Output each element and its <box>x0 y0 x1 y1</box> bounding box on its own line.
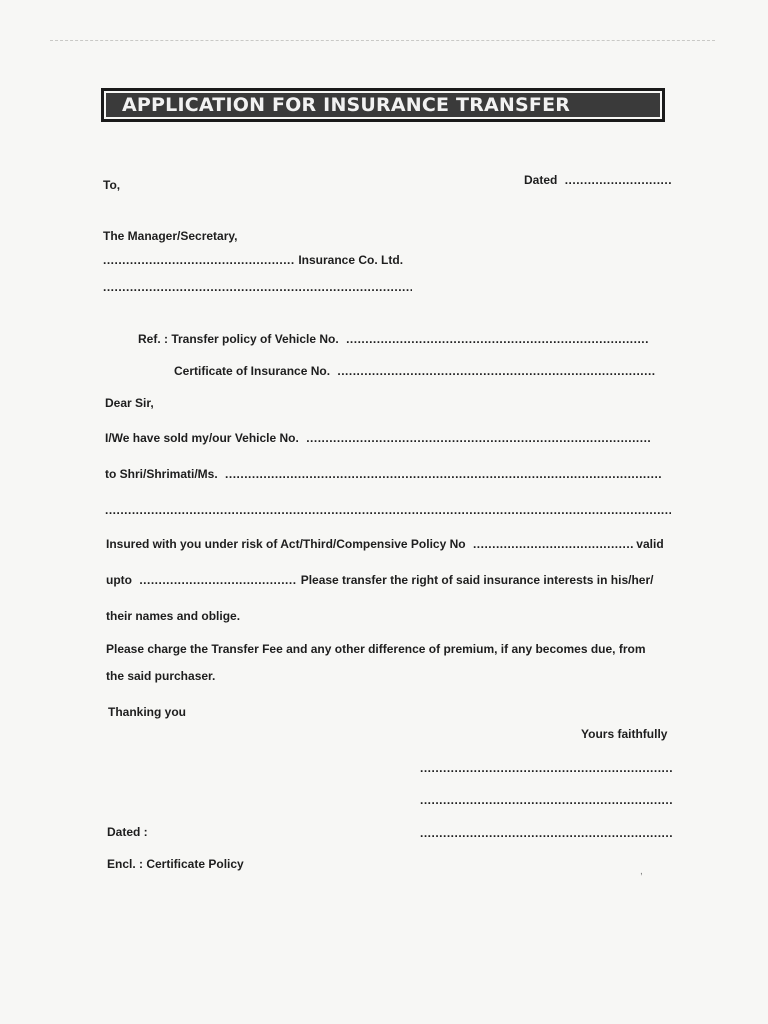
charge-text-line2: the said purchaser. <box>106 669 216 683</box>
salutation: Dear Sir, <box>105 396 154 410</box>
upto-line <box>106 572 653 588</box>
ref-line <box>138 331 649 347</box>
name-field[interactable] <box>420 792 672 808</box>
insured-line <box>106 536 664 552</box>
purchaser-extra-line <box>105 502 671 518</box>
enclosure-text: Encl. : Certificate Policy <box>107 857 244 871</box>
sold-vehicle-field[interactable] <box>306 430 651 446</box>
ref-label: Ref. : Transfer policy of Vehicle No. <box>138 332 339 346</box>
to-label: To, <box>103 178 121 192</box>
signature-line-1 <box>420 760 672 776</box>
address-line <box>103 279 412 295</box>
upto-date-field[interactable] <box>139 572 297 588</box>
upto-label: upto <box>106 573 132 587</box>
purchaser-extra-field[interactable] <box>105 502 671 518</box>
signature-line-3 <box>420 825 672 841</box>
please-transfer-text: Please transfer the right of said insurance interests in his/her/ <box>300 573 654 587</box>
signature-line-2 <box>420 792 672 808</box>
dated-top-label: Dated <box>524 173 558 187</box>
title-box <box>101 88 665 122</box>
address-signature-field[interactable] <box>420 825 672 841</box>
insurance-co-label: Insurance Co. Ltd. <box>298 253 404 267</box>
certificate-no-field[interactable] <box>337 363 655 379</box>
yours-faithfully: Yours faithfully <box>581 727 668 741</box>
valid-label: valid <box>636 537 664 551</box>
policy-no-field[interactable] <box>473 536 633 552</box>
certificate-line <box>174 363 655 379</box>
dated-bottom-label: Dated : <box>107 825 148 839</box>
dated-top-field[interactable] <box>565 172 671 188</box>
purchaser-name-field[interactable] <box>225 466 661 482</box>
to-shri-label: to Shri/Shrimati/Ms. <box>105 467 218 481</box>
charge-text-line1: Please charge the Transfer Fee and any other difference of premium, if any becomes due, from <box>106 642 646 656</box>
to-shri-line <box>105 466 661 482</box>
signature-field[interactable] <box>420 760 672 776</box>
insurance-co-line <box>103 252 403 268</box>
vehicle-no-field[interactable] <box>346 331 649 347</box>
certificate-label: Certificate of Insurance No. <box>174 364 331 378</box>
their-names-text: their names and oblige. <box>106 609 241 623</box>
page-title: APPLICATION FOR INSURANCE TRANSFER <box>106 93 660 117</box>
addressee: The Manager/Secretary, <box>103 229 238 243</box>
insured-label: Insured with you under risk of Act/Third/Compensive Policy No <box>106 537 466 551</box>
dated-top-line <box>524 172 671 188</box>
stray-mark: , <box>640 866 643 877</box>
insurance-co-field[interactable] <box>103 252 295 268</box>
sold-label: I/We have sold my/our Vehicle No. <box>105 431 299 445</box>
paper-edge <box>50 40 715 41</box>
address-field[interactable] <box>103 279 412 295</box>
sold-line <box>105 430 651 446</box>
thanking-text: Thanking you <box>108 705 186 719</box>
